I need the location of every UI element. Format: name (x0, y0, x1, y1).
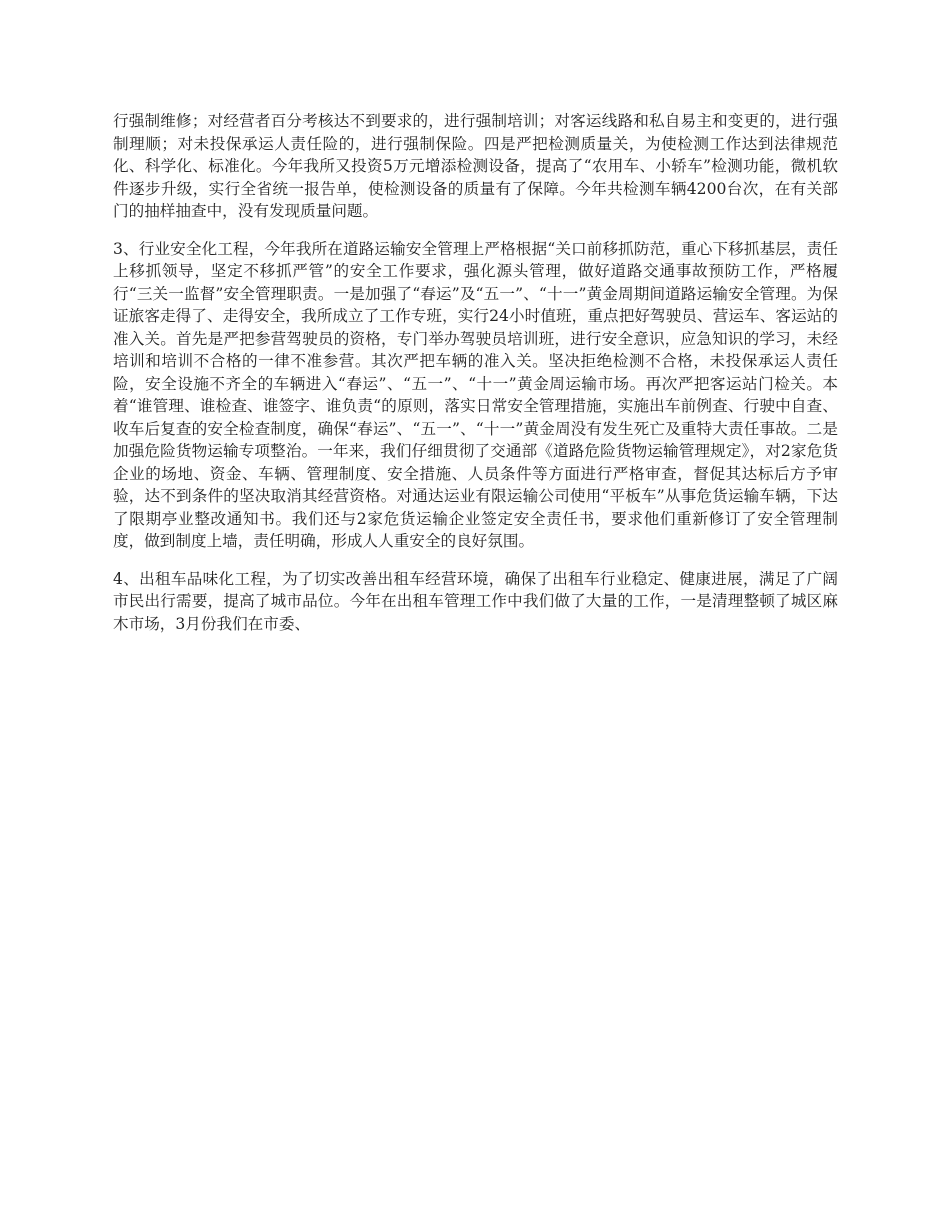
paragraph-vehicle-inspection: 行强制维修；对经营者百分考核达不到要求的，进行强制培训；对客运线路和私自易主和变更的，进行强制理顺；对未投保承运人责任险的，进行强制保险。四是严把检测质量关，为使检测工作达到法律规范化、科学化、标准化。今年我所又投资5万元增添检测设备，提高了“农用车、小轿车”检测功能，微机软件逐步升级，实行全省统一报告单，使检测设备的质量有了保障。今年共检测车辆4200台次，在有关部门的抽样抽查中，没有发现质量问题。 (113, 112, 838, 220)
paragraph-taxi-quality: 4、出租车品味化工程，为了切实改善出租车经营环境，确保了出租车行业稳定、健康进展，满足了广阔市民出行需要，提高了城市品位。今年在出租车管理工作中我们做了大量的工作，一是清理整顿了城区麻木市场，3月份我们在市委、 (113, 569, 838, 633)
document-body (113, 110, 838, 650)
paragraph-industry-safety: 3、行业安全化工程，今年我所在道路运输安全管理上严格根据“关口前移抓防范，重心下移抓基层，责任上移抓领导，坚定不移抓严管”的安全工作要求，强化源头管理，做好道路交通事故预防工作，严格履行“三关一监督”安全管理职责。一是加强了“春运”及“五一”、“十一”黄金周期间道路运输安全管理。为保证旅客走得了、走得安全，我所成立了工作专班，实行24小时值班，重点把好驾驶员、营运车、客运站的准入关。首先是严把参营驾驶员的资格，专门举办驾驶员培训班，进行安全意识，应急知识的学习，未经培训和培训不合格的一律不准参营。其次严把车辆的准入关。坚决拒绝检测不合格，未投保承运人责任险，安全设施不齐全的车辆进入“春运”、“五一”、“十一”黄金周运输市场。再次严把客运站门检关。本着“谁管理、谁检查、谁签字、谁负责“的原则，落实日常安全管理措施，实施出车前例查、行驶中自查、收车后复查的安全检查制度，确保“春运”、“五一”、“十一”黄金周没有发生死亡及重特大责任事故。二是加强危险货物运输专项整治。一年来，我们仔细贯彻了交通部《道路危险货物运输管理规定》，对2家危货企业的场地、资金、车辆、管理制度、安全措施、人员条件等方面进行严格审查，督促其达标后方予审验，达不到条件的坚决取消其经营资格。对通达运业有限运输公司使用“平板车”从事危货运输车辆，下达了限期亭业整改通知书。我们还与2家危货运输企业签定安全责任书，要求他们重新修订了安全管理制度，做到制度上墙，责任明确，形成人人重安全的良好氛围。 (113, 239, 838, 550)
